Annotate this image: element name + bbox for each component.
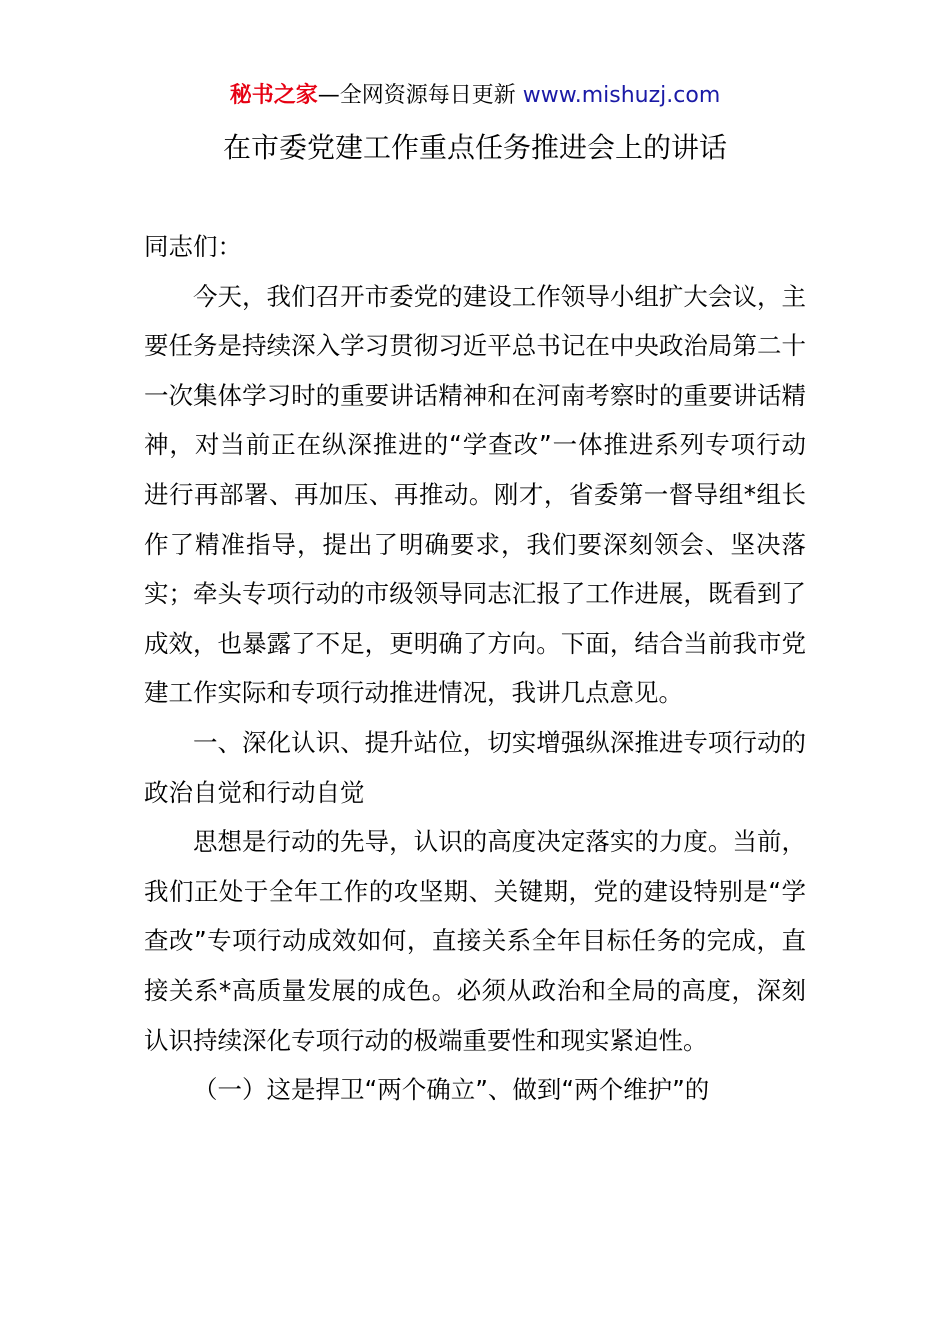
site-tagline: —全网资源每日更新 [317, 83, 523, 108]
subsection-heading-1: （一）这是捍卫“两个确立”、做到“两个维护”的 [193, 1075, 710, 1105]
document-title: 在市委党建工作重点任务推进会上的讲话 [222, 131, 727, 164]
site-header [0, 80, 950, 112]
document-body [144, 222, 806, 1115]
salutation: 同志们： [144, 232, 242, 261]
section-heading-1: 一、深化认识、提升站位，切实增强纵深推进专项行动的政治自觉和行动自觉 [144, 727, 806, 807]
intro-paragraph: 今天，我们召开市委党的建设工作领导小组扩大会议，主要任务是持续深入学习贯彻习近平总书记在中央政治局第二十一次集体学习时的重要讲话精神和在河南考察时的重要讲话精神，对当前正在纵深推进的“学查改”一体推进系列专项行动进行再部署、再加压、再推动。刚才，省委第一督导组*组长作了精准指导，提出了明确要求，我们要深刻领会、坚决落实；牵头专项行动的市级领导同志汇报了工作进展，既看到了成效，也暴露了不足，更明确了方向。下面，结合当前我市党建工作实际和专项行动推进情况，我讲几点意见。 [144, 281, 806, 708]
site-url: www.mishuzj.com [522, 83, 721, 108]
site-brand: 秘书之家 [229, 83, 318, 108]
section-1-paragraph: 思想是行动的先导，认识的高度决定落实的力度。当前，我们正处于全年工作的攻坚期、关键期，党的建设特别是“学查改”专项行动成效如何，直接关系全年目标任务的完成，直接关系*高质量发展的成色。必须从政治和全局的高度，深刻认识持续深化专项行动的极端重要性和现实紧迫性。 [144, 827, 806, 1055]
